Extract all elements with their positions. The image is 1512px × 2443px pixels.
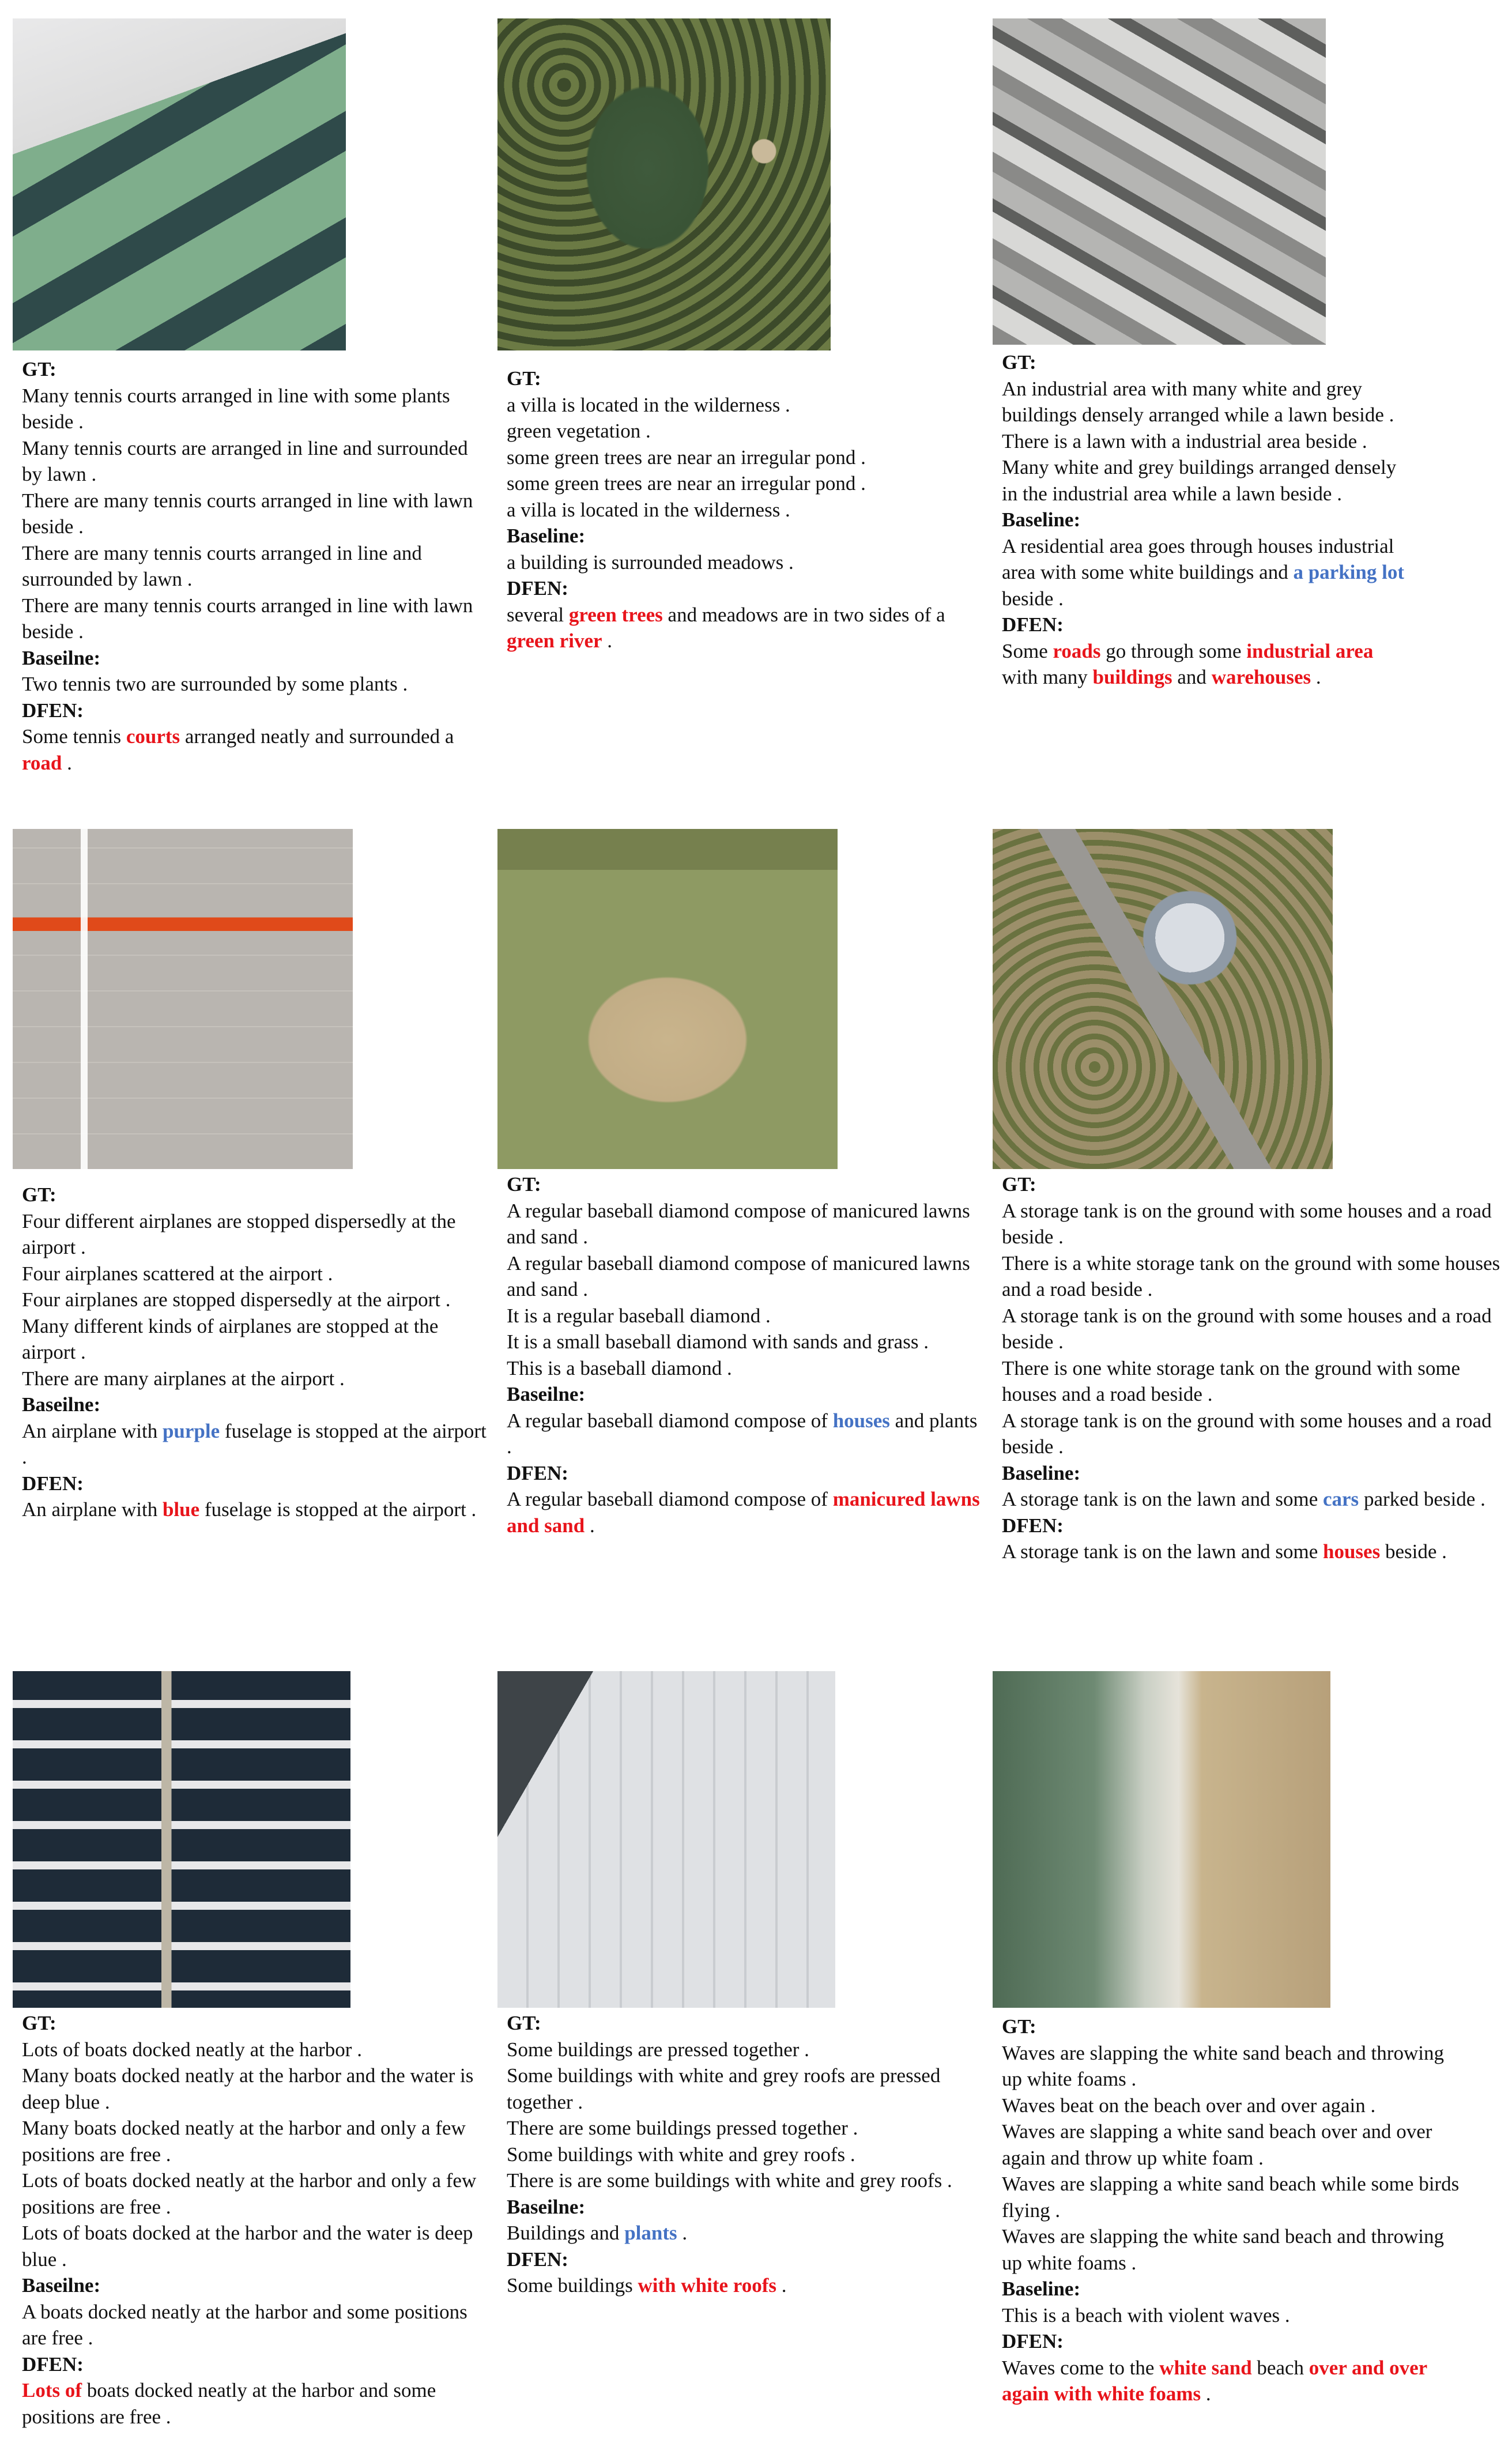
caption-text: parked beside . bbox=[1359, 1488, 1485, 1510]
dfen-label: DFEN: bbox=[22, 2352, 84, 2376]
panel-airport bbox=[13, 829, 491, 1523]
caption-text: There is one white storage tank on the ground with some houses and a road beside . bbox=[1002, 1356, 1461, 1405]
gt-caption-line bbox=[507, 418, 987, 444]
caption-text: Some buildings bbox=[507, 2274, 638, 2297]
gt-caption-line bbox=[507, 2167, 982, 2194]
aerial-image-storage-tank bbox=[993, 829, 1333, 1169]
caption-text: . bbox=[776, 2274, 787, 2297]
gt-caption-line bbox=[22, 540, 491, 593]
baseline-label: Baseilne: bbox=[507, 2195, 586, 2218]
gt-caption-line bbox=[1002, 376, 1405, 428]
highlighted-phrase: blue bbox=[162, 1498, 200, 1521]
baseline-label: Baseline: bbox=[1002, 2278, 1081, 2300]
dfen-caption bbox=[22, 1496, 491, 1523]
caption-text: beach bbox=[1251, 2356, 1309, 2379]
highlighted-phrase: Lots of bbox=[22, 2379, 82, 2401]
highlighted-phrase: courts bbox=[126, 725, 180, 748]
caption-text: with many bbox=[1002, 666, 1093, 688]
caption-text: There is a lawn with a industrial area beside . bbox=[1002, 429, 1367, 453]
highlighted-phrase: manicured lawns and sand bbox=[507, 1488, 980, 1537]
gt-label: GT: bbox=[507, 1173, 541, 1196]
highlighted-phrase: over and over again with white foams bbox=[1002, 2356, 1427, 2405]
caption-text: a villa is located in the wilderness . bbox=[507, 498, 790, 521]
caption-text: An industrial area with many white and grey buildings densely arranged while a lawn beside . bbox=[1002, 377, 1394, 426]
caption-text: arranged neatly and surrounded a bbox=[180, 725, 454, 748]
highlighted-phrase: roads bbox=[1053, 639, 1101, 662]
caption-text: Four airplanes are stopped dispersedly at the airport . bbox=[22, 1288, 451, 1311]
gt-caption-line bbox=[22, 2220, 491, 2272]
gt-caption-line bbox=[22, 2167, 491, 2220]
dfen-label: DFEN: bbox=[1002, 2330, 1064, 2352]
gt-caption-line bbox=[507, 392, 987, 419]
gt-caption-line bbox=[22, 593, 491, 645]
baseline-label: Baseline: bbox=[1002, 1461, 1081, 1484]
gt-caption-line bbox=[1002, 1198, 1509, 1250]
dfen-label: DFEN: bbox=[1002, 1514, 1064, 1537]
panel-dense-buildings bbox=[497, 1671, 982, 2299]
caption-text: Some buildings are pressed together . bbox=[507, 2038, 809, 2061]
caption-text: and meadows are in two sides of a bbox=[662, 603, 945, 626]
gt-caption-line bbox=[1002, 1303, 1509, 1355]
gt-caption-line bbox=[22, 435, 491, 488]
dfen-caption bbox=[507, 2272, 982, 2299]
gt-caption-line bbox=[1002, 1355, 1509, 1408]
caption-text: beside . bbox=[1380, 1540, 1447, 1563]
caption-text: Lots of boats docked neatly at the harbor and only a few positions are free . bbox=[22, 2169, 477, 2218]
gt-label: GT: bbox=[22, 2012, 56, 2034]
caption-text: Some tennis bbox=[22, 725, 126, 748]
caption-text: There are many tennis courts arranged in line and surrounded by lawn . bbox=[22, 541, 422, 590]
gt-caption-line bbox=[507, 2037, 982, 2063]
gt-label: GT: bbox=[1002, 1173, 1036, 1196]
highlighted-phrase: road bbox=[22, 751, 62, 774]
caption-block bbox=[22, 2010, 491, 2430]
caption-text: and plants . bbox=[507, 1409, 978, 1458]
caption-text: Waves are slapping the white sand beach and throwing up white foams . bbox=[1002, 2041, 1444, 2090]
caption-text: An airplane with bbox=[22, 1419, 163, 1442]
caption-text: Lots of boats docked at the harbor and the water is deep blue . bbox=[22, 2222, 473, 2271]
gt-caption-line bbox=[1002, 428, 1405, 455]
panel-villa-pond bbox=[497, 18, 987, 654]
highlighted-phrase: warehouses bbox=[1211, 666, 1311, 688]
aerial-image-harbor bbox=[13, 1671, 350, 2008]
caption-text: An airplane with bbox=[22, 1498, 163, 1521]
caption-text: A regular baseball diamond compose of manicured lawns and sand . bbox=[507, 1251, 970, 1300]
dfen-label: DFEN: bbox=[507, 577, 568, 600]
dfen-caption bbox=[1002, 2355, 1463, 2407]
caption-text: There are many tennis courts arranged in line with lawn beside . bbox=[22, 594, 473, 643]
gt-caption-line bbox=[1002, 2171, 1463, 2223]
gt-caption-line bbox=[22, 1366, 491, 1392]
caption-block bbox=[1002, 2014, 1463, 2407]
gt-caption-line bbox=[1002, 2093, 1463, 2119]
caption-text: A storage tank is on the ground with some houses and a road beside . bbox=[1002, 1199, 1492, 1248]
highlighted-phrase: buildings bbox=[1092, 666, 1172, 688]
caption-text: a building is surrounded meadows . bbox=[507, 551, 794, 574]
caption-text: There are many airplanes at the airport . bbox=[22, 1367, 345, 1390]
caption-text: A regular baseball diamond compose of bbox=[507, 1488, 833, 1510]
gt-caption-line bbox=[507, 1355, 982, 1382]
caption-text: Some bbox=[1002, 639, 1053, 662]
caption-text: There are many tennis courts arranged in line with lawn beside . bbox=[22, 489, 473, 538]
gt-caption-line bbox=[22, 383, 491, 435]
caption-text: A boats docked neatly at the harbor and some positions are free . bbox=[22, 2300, 467, 2349]
caption-text: . bbox=[602, 629, 613, 652]
baseline-label: Baseilne: bbox=[507, 1383, 586, 1405]
caption-text: . bbox=[62, 751, 72, 774]
highlighted-phrase: green trees bbox=[568, 603, 663, 626]
gt-caption-line bbox=[507, 444, 987, 471]
gt-label: GT: bbox=[507, 2012, 541, 2034]
baseline-label: Baseilne: bbox=[22, 1393, 101, 1416]
caption-text: Many tennis courts arranged in line with some plants beside . bbox=[22, 384, 450, 433]
caption-text: This is a beach with violent waves . bbox=[1002, 2303, 1290, 2327]
baseline-caption bbox=[22, 1418, 491, 1471]
caption-text: fuselage is stopped at the airport . bbox=[199, 1498, 477, 1521]
caption-text: a villa is located in the wilderness . bbox=[507, 393, 790, 416]
aerial-image-beach bbox=[993, 1671, 1330, 2008]
caption-text: some green trees are near an irregular pond . bbox=[507, 472, 866, 495]
gt-caption-line bbox=[22, 1208, 491, 1261]
dfen-caption bbox=[22, 2377, 491, 2430]
caption-block bbox=[22, 1182, 491, 1523]
gt-caption-line bbox=[1002, 2040, 1463, 2093]
aerial-image-airport bbox=[13, 829, 353, 1169]
gt-caption-line bbox=[507, 470, 987, 497]
aerial-image-tennis-courts bbox=[13, 18, 346, 350]
caption-text: beside . bbox=[1002, 587, 1064, 610]
gt-caption-line bbox=[507, 2063, 982, 2115]
gt-caption-line bbox=[1002, 1250, 1509, 1303]
gt-label: GT: bbox=[22, 358, 56, 380]
caption-text: Buildings and bbox=[507, 2222, 625, 2244]
highlighted-phrase: houses bbox=[1322, 1540, 1381, 1563]
caption-text: A storage tank is on the lawn and some bbox=[1002, 1488, 1323, 1510]
caption-text: Four airplanes scattered at the airport . bbox=[22, 1262, 333, 1285]
caption-text: and bbox=[1172, 666, 1212, 688]
gt-label: GT: bbox=[1002, 351, 1036, 374]
caption-text: Some buildings with white and grey roofs are pressed together . bbox=[507, 2064, 941, 2113]
caption-text: Many boats docked neatly at the harbor and only a few positions are free . bbox=[22, 2117, 466, 2166]
dfen-caption bbox=[507, 602, 987, 654]
aerial-image-industrial-area bbox=[993, 18, 1326, 345]
gt-caption-line bbox=[507, 2142, 982, 2168]
gt-caption-line bbox=[1002, 454, 1405, 507]
panel-baseball-diamond bbox=[497, 829, 982, 1539]
panel-beach bbox=[993, 1671, 1500, 2407]
caption-block bbox=[1002, 349, 1405, 691]
dfen-label: DFEN: bbox=[22, 1472, 84, 1495]
caption-text: Four different airplanes are stopped dispersedly at the airport . bbox=[22, 1209, 456, 1258]
highlighted-phrase: a parking lot bbox=[1293, 561, 1404, 583]
gt-caption-line bbox=[22, 1313, 491, 1366]
gt-caption-line bbox=[1002, 1408, 1509, 1460]
caption-text: There are some buildings pressed together . bbox=[507, 2117, 858, 2139]
caption-text: Some buildings with white and grey roofs . bbox=[507, 2143, 855, 2166]
caption-text: Waves are slapping a white sand beach over and over again and throw up white foam . bbox=[1002, 2120, 1432, 2169]
caption-text: . bbox=[677, 2222, 688, 2244]
gt-caption-line bbox=[507, 497, 987, 523]
caption-text: A regular baseball diamond compose of bbox=[507, 1409, 833, 1432]
caption-text: A regular baseball diamond compose of manicured lawns and sand . bbox=[507, 1199, 970, 1248]
dfen-caption bbox=[22, 723, 491, 776]
caption-text: A storage tank is on the ground with some houses and a road beside . bbox=[1002, 1304, 1492, 1353]
baseline-label: Baseline: bbox=[507, 525, 586, 547]
caption-text: Waves beat on the beach over and over again . bbox=[1002, 2094, 1376, 2117]
caption-block bbox=[507, 365, 987, 654]
gt-caption-line bbox=[507, 1329, 982, 1355]
caption-text: A storage tank is on the lawn and some bbox=[1002, 1540, 1323, 1563]
dfen-label: DFEN: bbox=[22, 699, 84, 722]
gt-caption-line bbox=[22, 2037, 491, 2063]
caption-text: It is a small baseball diamond with sands and grass . bbox=[507, 1330, 929, 1353]
caption-text: It is a regular baseball diamond . bbox=[507, 1304, 771, 1327]
highlighted-phrase: white sand bbox=[1159, 2356, 1252, 2379]
dfen-caption bbox=[1002, 638, 1405, 691]
caption-text: fuselage is stopped at the airport . bbox=[22, 1419, 487, 1468]
highlighted-phrase: with white roofs bbox=[638, 2274, 776, 2297]
panel-tennis-courts bbox=[13, 18, 491, 776]
panel-industrial-area bbox=[993, 18, 1500, 691]
caption-text: This is a baseball diamond . bbox=[507, 1356, 732, 1379]
caption-text: . bbox=[1311, 666, 1321, 688]
caption-text: Many boats docked neatly at the harbor and the water is deep blue . bbox=[22, 2064, 474, 2113]
gt-caption-line bbox=[22, 1261, 491, 1287]
aerial-image-baseball-diamond bbox=[497, 829, 838, 1169]
gt-label: GT: bbox=[507, 367, 541, 390]
dfen-label: DFEN: bbox=[507, 2248, 568, 2271]
baseline-caption bbox=[1002, 533, 1405, 612]
baseline-caption bbox=[22, 2299, 491, 2351]
caption-text: A storage tank is on the ground with some houses and a road beside . bbox=[1002, 1409, 1492, 1458]
caption-text: Many tennis courts are arranged in line and surrounded by lawn . bbox=[22, 436, 468, 485]
caption-text: some green trees are near an irregular pond . bbox=[507, 446, 866, 469]
gt-caption-line bbox=[22, 2115, 491, 2167]
caption-text: There is a white storage tank on the ground with some houses and a road beside . bbox=[1002, 1251, 1500, 1300]
gt-caption-line bbox=[507, 1198, 982, 1250]
baseline-caption bbox=[1002, 2302, 1463, 2329]
baseline-caption bbox=[1002, 1486, 1509, 1513]
highlighted-phrase: industrial area bbox=[1246, 639, 1374, 662]
baseline-label: Baseilne: bbox=[22, 2274, 101, 2297]
caption-text: There is are some buildings with white and grey roofs . bbox=[507, 2169, 952, 2192]
dfen-caption bbox=[507, 1486, 982, 1539]
dfen-label: DFEN: bbox=[507, 1461, 568, 1484]
baseline-caption bbox=[507, 549, 987, 576]
gt-caption-line bbox=[22, 2063, 491, 2115]
baseline-caption bbox=[507, 1408, 982, 1460]
aerial-image-villa-pond bbox=[497, 18, 831, 350]
caption-text: several bbox=[507, 603, 569, 626]
gt-caption-line bbox=[22, 488, 491, 540]
gt-label: GT: bbox=[1002, 2015, 1036, 2038]
caption-block bbox=[507, 2010, 982, 2299]
highlighted-phrase: green river bbox=[507, 629, 602, 652]
caption-text: green vegetation . bbox=[507, 420, 651, 442]
caption-text: Lots of boats docked neatly at the harbor . bbox=[22, 2038, 362, 2061]
highlighted-phrase: houses bbox=[832, 1409, 890, 1432]
baseline-caption bbox=[22, 671, 491, 698]
highlighted-phrase: purple bbox=[162, 1419, 220, 1442]
gt-caption-line bbox=[1002, 2118, 1463, 2171]
aerial-image-dense-buildings bbox=[497, 1671, 835, 2008]
panel-harbor bbox=[13, 1671, 491, 2430]
gt-caption-line bbox=[507, 1303, 982, 1329]
caption-text: Many different kinds of airplanes are stopped at the airport . bbox=[22, 1314, 439, 1363]
dfen-label: DFEN: bbox=[1002, 613, 1064, 636]
caption-text: Waves come to the bbox=[1002, 2356, 1160, 2379]
caption-text: boats docked neatly at the harbor and some positions are free . bbox=[22, 2379, 436, 2428]
baseline-label: Baseilne: bbox=[22, 646, 101, 669]
caption-block bbox=[1002, 1171, 1509, 1565]
dfen-caption bbox=[1002, 1539, 1509, 1565]
caption-text: go through some bbox=[1100, 639, 1247, 662]
gt-caption-line bbox=[507, 2115, 982, 2142]
panel-storage-tank bbox=[993, 829, 1511, 1565]
caption-block bbox=[507, 1171, 982, 1539]
gt-label: GT: bbox=[22, 1183, 56, 1206]
gt-caption-line bbox=[1002, 2223, 1463, 2276]
caption-text: Waves are slapping a white sand beach while some birds flying . bbox=[1002, 2173, 1460, 2222]
baseline-caption bbox=[507, 2220, 982, 2246]
baseline-label: Baseline: bbox=[1002, 508, 1081, 531]
caption-text: Two tennis two are surrounded by some plants . bbox=[22, 673, 408, 695]
highlighted-phrase: plants bbox=[624, 2222, 677, 2244]
gt-caption-line bbox=[22, 1287, 491, 1313]
gt-caption-line bbox=[507, 1250, 982, 1303]
caption-block bbox=[22, 356, 491, 776]
caption-text: Waves are slapping the white sand beach and throwing up white foams . bbox=[1002, 2225, 1444, 2274]
caption-text: Many white and grey buildings arranged densely in the industrial area while a lawn beside . bbox=[1002, 456, 1397, 505]
caption-text: A residential area goes through houses industrial area with some white buildings and bbox=[1002, 534, 1394, 583]
caption-text: . bbox=[585, 1514, 595, 1537]
highlighted-phrase: cars bbox=[1322, 1488, 1359, 1510]
caption-text: . bbox=[1201, 2382, 1211, 2405]
